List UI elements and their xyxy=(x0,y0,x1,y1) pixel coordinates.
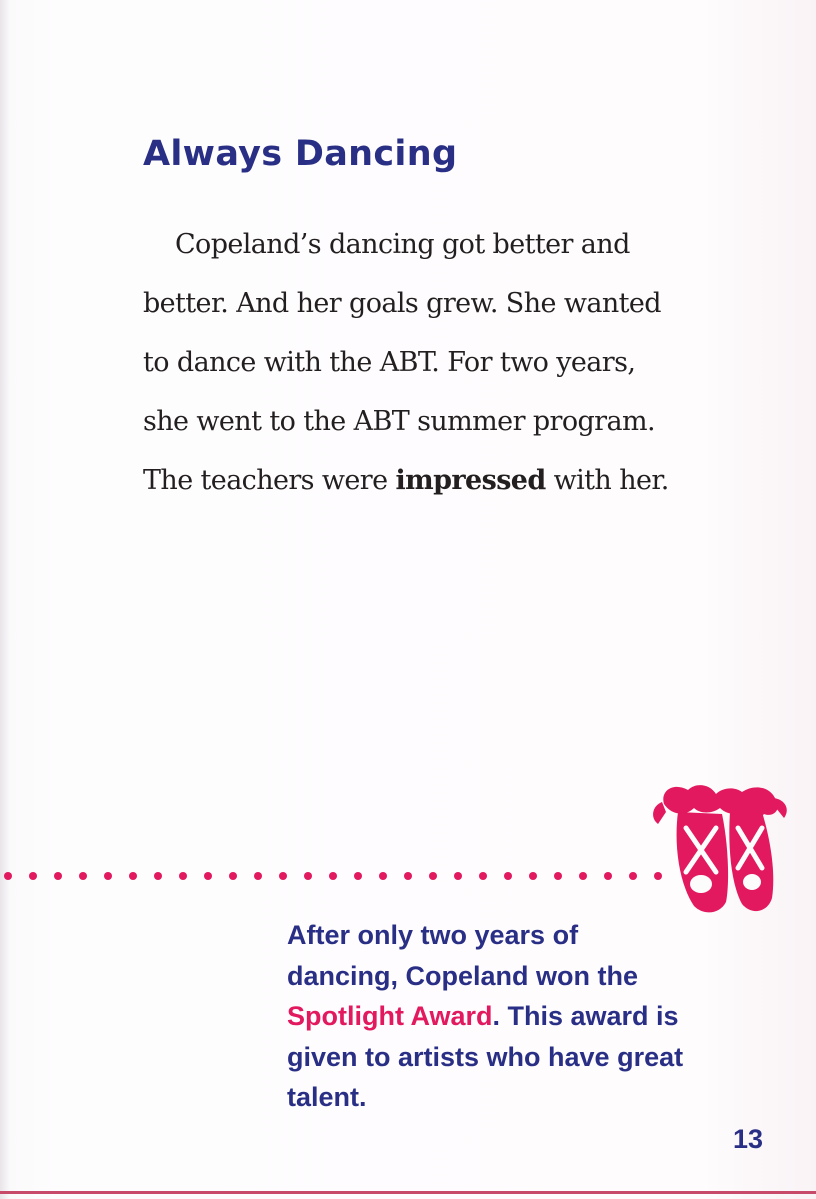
body-line-4: she went to the ABT summer program. xyxy=(143,406,655,437)
dotted-divider xyxy=(0,866,680,886)
body-line-5-start: The teachers were xyxy=(143,465,396,496)
body-line-5-end: with her. xyxy=(545,465,669,496)
award-highlight: Spotlight Award xyxy=(287,1001,493,1031)
body-line-2: better. And her goals grew. She wanted xyxy=(143,288,661,319)
glossary-term: impressed xyxy=(395,465,546,496)
page-number: 13 xyxy=(733,1124,764,1154)
fact-text-start: After only two years of dancing, Copeland won the xyxy=(287,920,638,991)
fact-text-end: . This award is given to artists who have great talent. xyxy=(287,1001,684,1112)
body-paragraph xyxy=(143,215,703,510)
section-heading: Always Dancing xyxy=(143,134,458,174)
body-line-3: to dance with the ABT. For two years, xyxy=(143,347,636,378)
body-line-1: Copeland’s dancing got better and xyxy=(175,229,630,260)
fact-callout xyxy=(287,915,687,1118)
bottom-edge-line xyxy=(0,1191,816,1194)
ballet-shoes-icon xyxy=(650,772,790,917)
